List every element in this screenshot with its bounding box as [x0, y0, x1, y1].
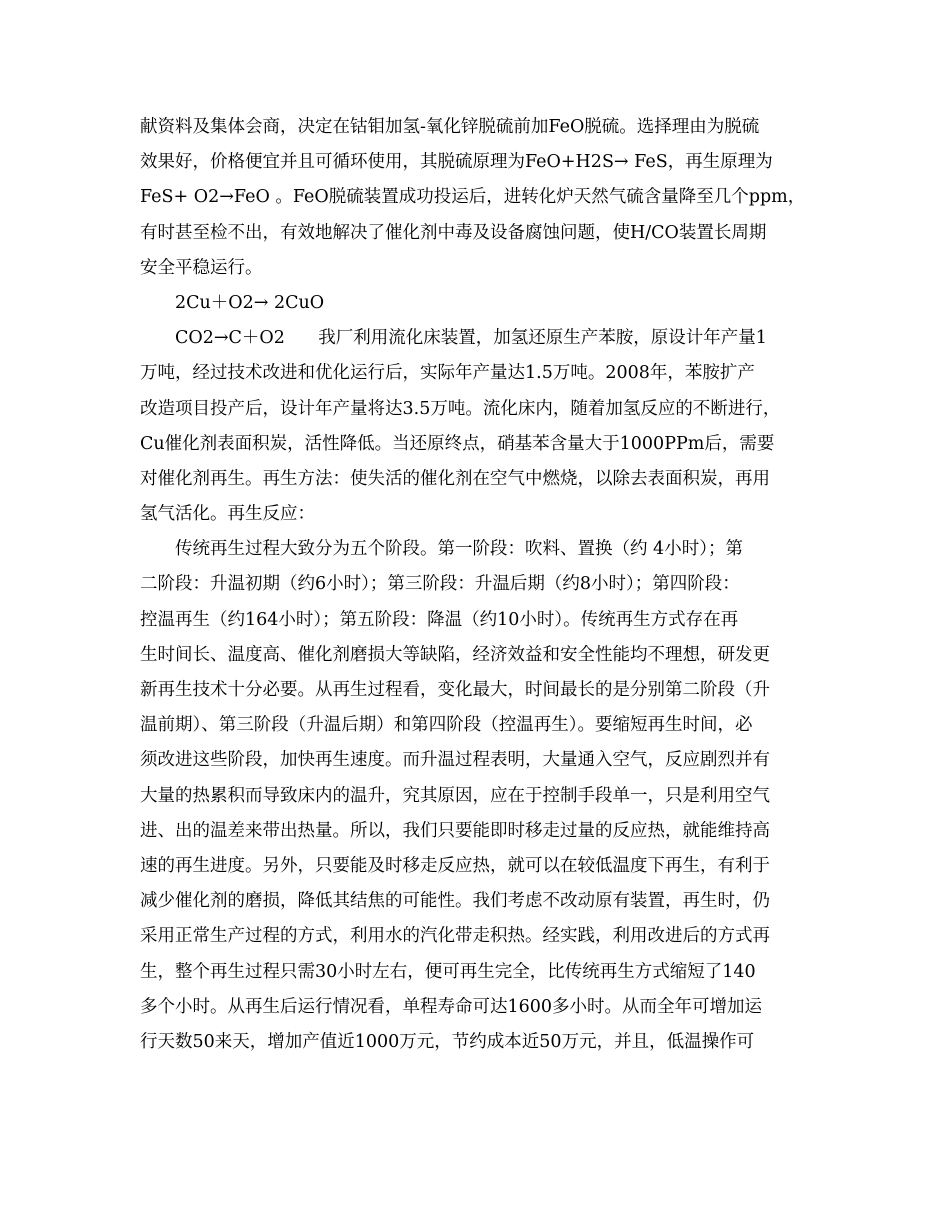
text-line: 大量的热累积而导致床内的温升，究其原因，应在于控制手段单一，只是利用空气: [140, 785, 770, 806]
text-line: 进、出的温差来带出热量。所以，我们只要能即时移走过量的反应热，就能维持高: [140, 820, 770, 841]
text-line: 有时甚至检不出，有效地解决了催化剂中毒及设备腐蚀问题，使H/CO装置长周期: [140, 222, 767, 243]
text-line: 改造项目投产后，设计年产量将达3.5万吨。流化床内，随着加氢反应的不断进行，: [140, 398, 781, 419]
text-line: 温前期）、第三阶段（升温后期）和第四阶段（控温再生）。要缩短再生时间，必: [140, 715, 753, 736]
document-body: [140, 110, 812, 1060]
text-line: 二阶段：升温初期（约6小时）；第三阶段：升温后期（约8小时）；第四阶段：: [140, 574, 740, 595]
text-line: 效果好，价格便宜并且可循环使用，其脱硫原理为FeO+H2S→ FeS，再生原理为: [140, 152, 773, 173]
text-line: CO2→C＋O2 我厂利用流化床装置，加氢还原生产苯胺，原设计年产量1: [175, 328, 767, 349]
text-line: 2Cu＋O2→ 2CuO: [175, 292, 325, 313]
text-line: 生时间长、温度高、催化剂磨损大等缺陷，经济效益和安全性能均不理想，研发更: [140, 644, 770, 665]
text-line: 对催化剂再生。再生方法：使失活的催化剂在空气中燃烧，以除去表面积炭，再用: [140, 468, 770, 489]
text-line: 万吨，经过技术改进和优化运行后，实际年产量达1.5万吨。2008年，苯胺扩产: [140, 363, 755, 384]
text-line: 多个小时。从再生后运行情况看，单程寿命可达1600多小时。从而全年可增加运: [140, 996, 763, 1017]
text-line: FeS+ O2→FeO 。FeO脱硫装置成功投运后，进转化炉天然气硫含量降至几个ppm，: [140, 187, 806, 208]
text-line: 献资料及集体会商，决定在钴钼加氢-氧化锌脱硫前加FeO脱硫。选择理由为脱硫: [140, 117, 760, 137]
text-line: 采用正常生产过程的方式，利用水的汽化带走积热。经实践，利用改进后的方式再: [140, 926, 770, 947]
text-line: 传统再生过程大致分为五个阶段。第一阶段：吹料、置换（约 4小时）；第: [175, 539, 743, 560]
text-line: 减少催化剂的磨损，降低其结焦的可能性。我们考虑不改动原有装置，再生时，仍: [140, 891, 770, 912]
text-line: 速的再生进度。另外，只要能及时移走反应热，就可以在较低温度下再生，有利于: [140, 855, 770, 876]
text-line: 氢气活化。再生反应：: [140, 504, 315, 525]
text-line: Cu催化剂表面积炭，活性降低。当还原终点，硝基苯含量大于1000PPm后，需要: [140, 433, 775, 454]
text-line: 行天数50来天，增加产值近1000万元，节约成本近50万元，并且，低温操作可: [140, 1031, 755, 1052]
text-line: 新再生技术十分必要。从再生过程看，变化最大，时间最长的是分别第二阶段（升: [140, 680, 770, 700]
text-line: 须改进这些阶段，加快再生速度。而升温过程表明，大量通入空气，反应剧烈并有: [140, 750, 770, 771]
text-line: 控温再生（约164小时）；第五阶段：降温（约10小时）。传统再生方式存在再: [140, 609, 739, 630]
text-line: 生，整个再生过程只需30小时左右，便可再生完全，比传统再生方式缩短了140: [140, 961, 756, 982]
text-line: 安全平稳运行。: [140, 257, 263, 278]
